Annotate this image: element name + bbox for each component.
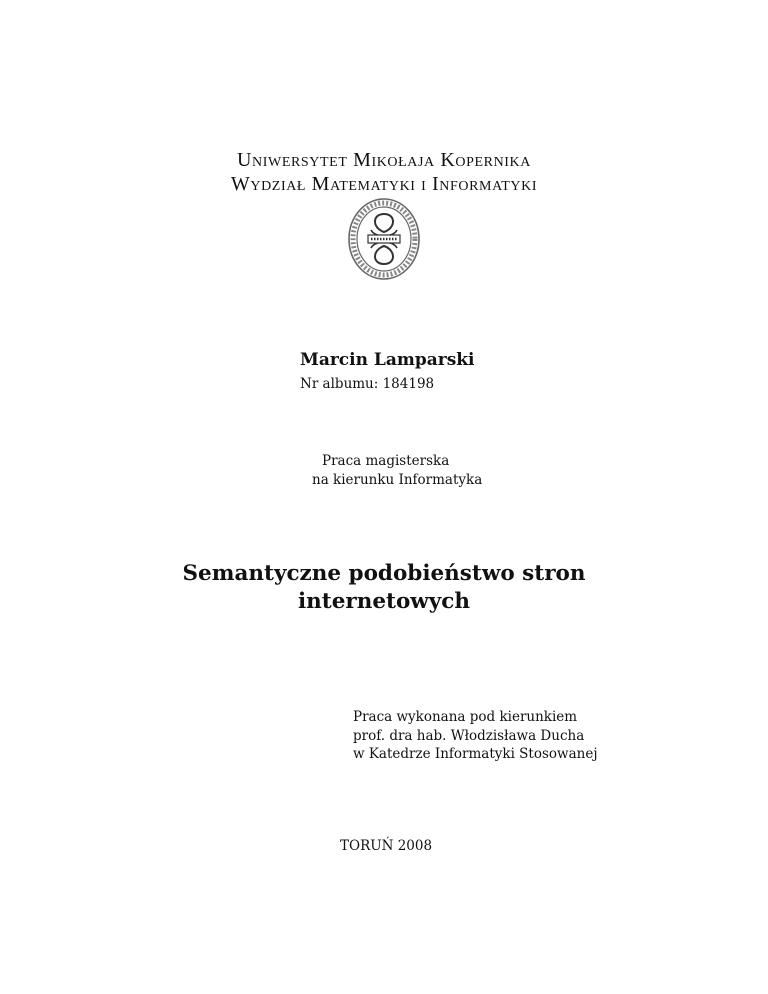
supervision-line-1: Praca wykonana pod kierunkiem bbox=[353, 709, 578, 725]
author-name: Marcin Lamparski bbox=[300, 350, 475, 370]
album-number: Nr albumu: 184198 bbox=[300, 376, 435, 392]
thesis-type bbox=[312, 452, 483, 490]
thesis-field-line: na kierunku Informatyka bbox=[312, 472, 483, 488]
faculty-name: Wydział Matematyki i Informatyki bbox=[230, 173, 538, 195]
supervision-line-2: prof. dra hab. Włodzisława Ducha bbox=[353, 727, 585, 744]
thesis-title-line-2: internetowych bbox=[297, 589, 471, 614]
supervision-line-3: w Katedrze Informatyki Stosowanej bbox=[353, 746, 598, 762]
place-year: TORUŃ 2008 bbox=[340, 838, 433, 854]
thesis-title-line-1: Semantyczne podobieństwo stron bbox=[182, 561, 586, 586]
thesis-title bbox=[0, 560, 768, 616]
thesis-type-line: Praca magisterska bbox=[322, 453, 450, 469]
supervision-info bbox=[353, 708, 598, 764]
university-name: Uniwersytet Mikołaja Kopernika bbox=[237, 149, 531, 171]
university-seal-icon bbox=[345, 196, 423, 282]
